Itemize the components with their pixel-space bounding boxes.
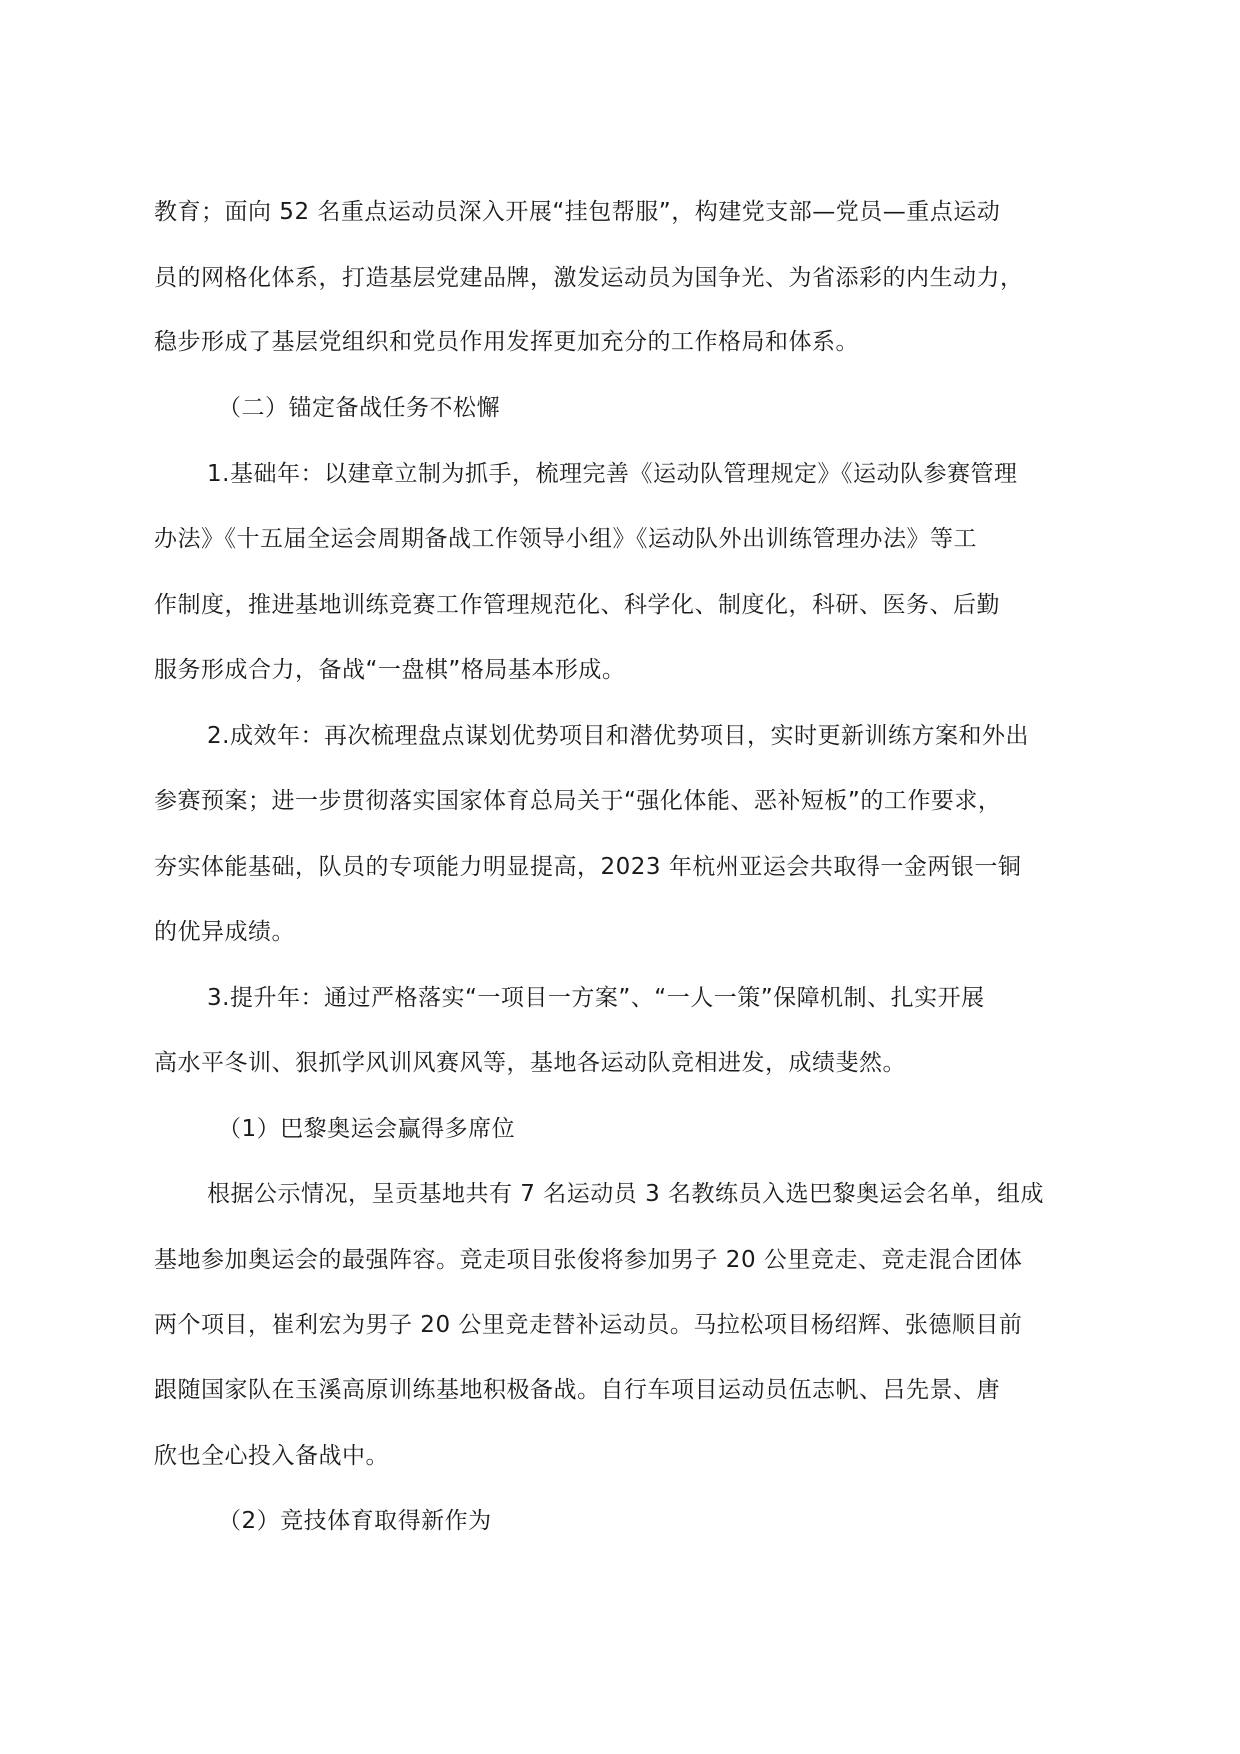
paragraph-line: 欣也全心投入备战中。 bbox=[154, 1443, 389, 1469]
subsection-heading: （2）竞技体育取得新作为 bbox=[218, 1508, 492, 1534]
paragraph-line: 跟随国家队在玉溪高原训练基地积极备战。自行车项目运动员伍志帆、吕先景、唐 bbox=[154, 1377, 1000, 1403]
paragraph-line: 参赛预案；进一步贯彻落实国家体育总局关于“强化体能、恶补短板”的工作要求， bbox=[154, 788, 1002, 814]
paragraph-line: 服务形成合力，备战“一盘棋”格局基本形成。 bbox=[154, 657, 626, 683]
paragraph-line: 根据公示情况，呈贡基地共有 7 名运动员 3 名教练员入选巴黎奥运会名单，组成 bbox=[207, 1181, 1045, 1207]
subsection-heading: （1）巴黎奥运会赢得多席位 bbox=[218, 1116, 516, 1142]
paragraph-line: 3.提升年：通过严格落实“一项目一方案”、“一人一策”保障机制、扎实开展 bbox=[207, 985, 985, 1011]
paragraph-line: 员的网格化体系，打造基层党建品牌，激发运动员为国争光、为省添彩的内生动力， bbox=[154, 265, 1024, 291]
paragraph-line: 作制度，推进基地训练竞赛工作管理规范化、科学化、制度化，科研、医务、后勤 bbox=[154, 592, 1000, 618]
paragraph-line: 的优异成绩。 bbox=[154, 919, 295, 945]
paragraph-line: 稳步形成了基层党组织和党员作用发挥更加充分的工作格局和体系。 bbox=[154, 329, 859, 355]
paragraph-line: 1.基础年：以建章立制为抓手，梳理完善《运动队管理规定》《运动队参赛管理 bbox=[207, 461, 1018, 487]
section-heading: （二）锚定备战任务不松懈 bbox=[218, 395, 500, 421]
paragraph-line: 夯实体能基础，队员的专项能力明显提高，2023 年杭州亚运会共取得一金两银一铜 bbox=[154, 854, 1022, 880]
paragraph-line: 基地参加奥运会的最强阵容。竞走项目张俊将参加男子 20 公里竞走、竞走混合团体 bbox=[154, 1247, 1023, 1273]
paragraph-line: 两个项目，崔利宏为男子 20 公里竞走替补运动员。马拉松项目杨绍辉、张德顺目前 bbox=[154, 1312, 1023, 1338]
paragraph-line: 2.成效年：再次梳理盘点谋划优势项目和潜优势项目，实时更新训练方案和外出 bbox=[207, 723, 1029, 749]
paragraph-line: 办法》《十五届全运会周期备战工作领导小组》《运动队外出训练管理办法》等工 bbox=[154, 526, 977, 552]
paragraph-line: 教育；面向 52 名重点运动员深入开展“挂包帮服”，构建党支部—党员—重点运动 bbox=[154, 199, 1001, 225]
paragraph-line: 高水平冬训、狠抓学风训风赛风等，基地各运动队竞相进发，成绩斐然。 bbox=[154, 1050, 906, 1076]
